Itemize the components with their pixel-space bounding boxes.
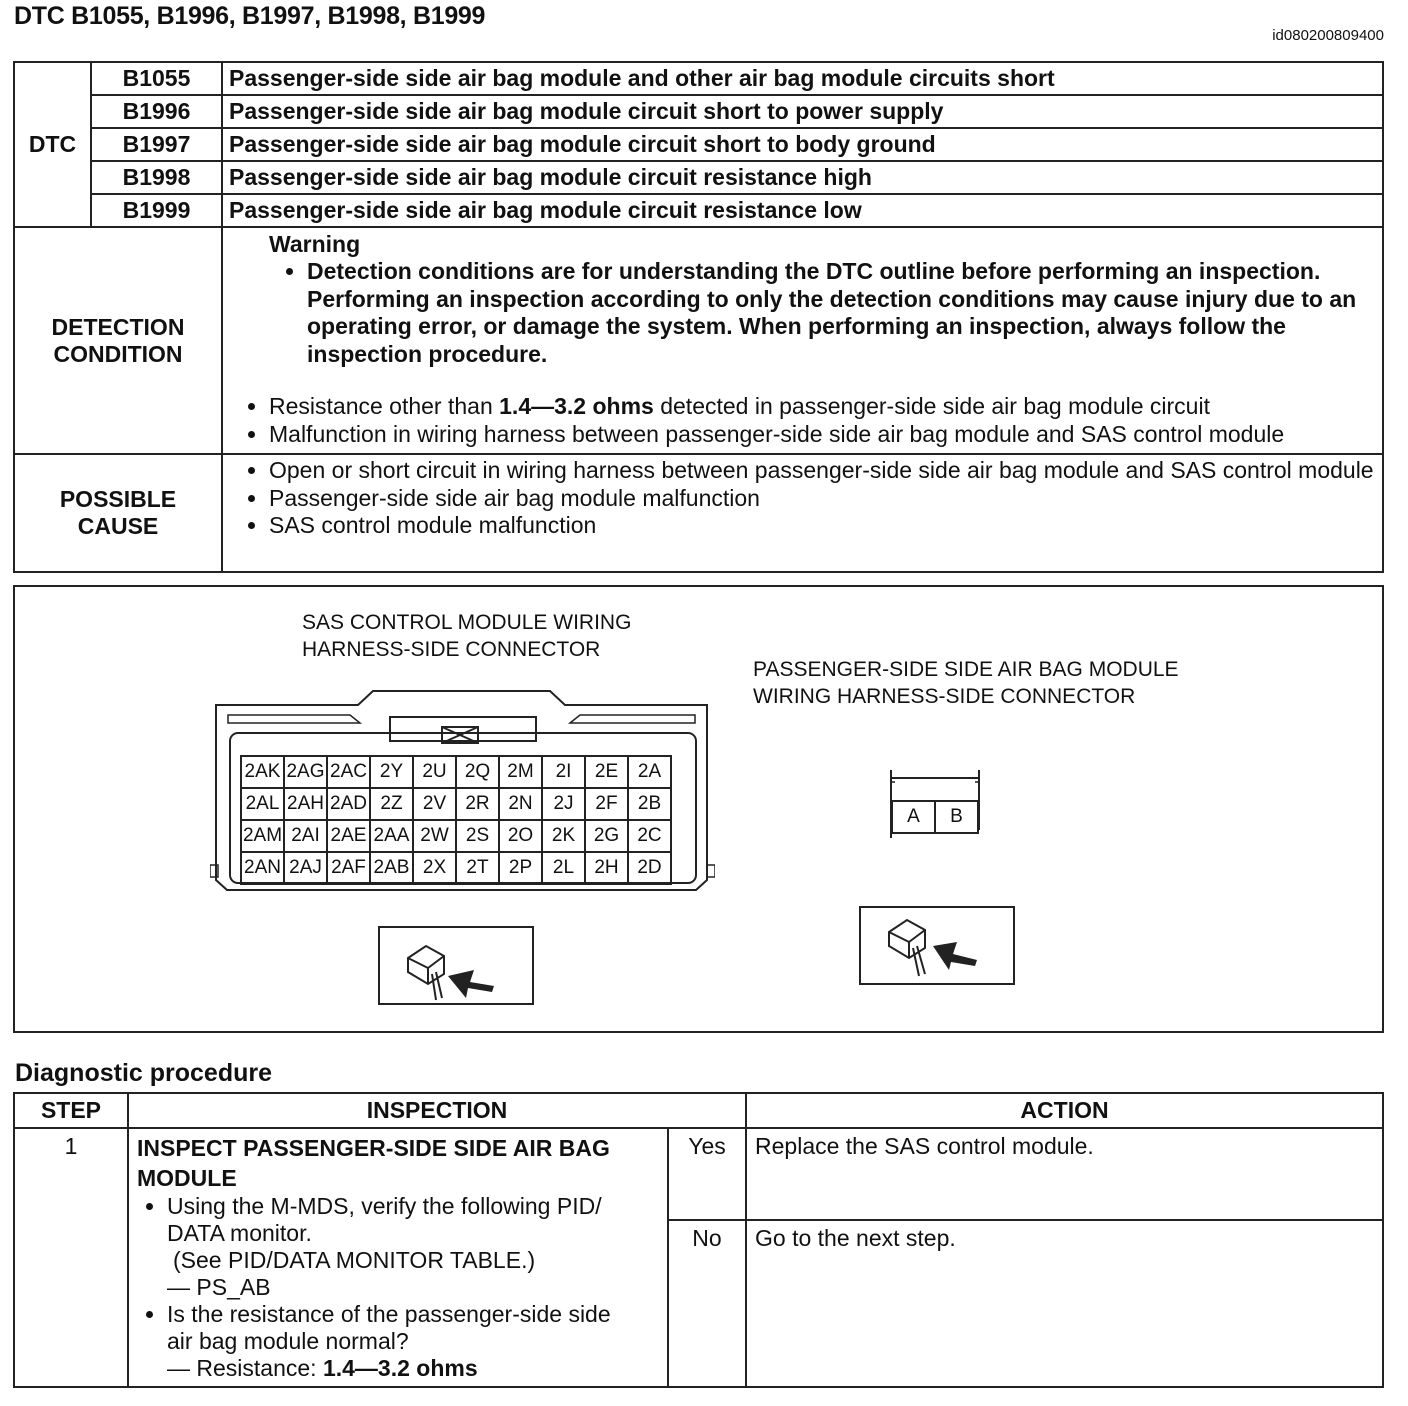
- pin: 2Y: [370, 756, 413, 788]
- text: • Is the resistance of the passenger-side side: [167, 1301, 611, 1327]
- pin: 2L: [542, 852, 585, 884]
- pin: 2B: [628, 788, 671, 820]
- pin: 2AF: [327, 852, 370, 884]
- pin: A: [892, 801, 935, 833]
- inspection-header: INSPECTION: [128, 1093, 746, 1128]
- pin: 2AN: [241, 852, 284, 884]
- pin: 2U: [413, 756, 456, 788]
- cause-item: • Open or short circuit in wiring harness between passenger-side side air bag module and SAS control module: [269, 457, 1374, 485]
- pin: 2Z: [370, 788, 413, 820]
- caption-line: HARNESS-SIDE CONNECTOR: [302, 638, 601, 661]
- dtc-code: B1996: [91, 95, 222, 128]
- dtc-row: [14, 95, 1383, 128]
- yes-action: Replace the SAS control module.: [746, 1128, 1383, 1220]
- pin: 2F: [585, 788, 628, 820]
- text: — PS_AB: [167, 1274, 271, 1300]
- detection-list: [229, 393, 1374, 448]
- pin: 2P: [499, 852, 542, 884]
- pin: 2V: [413, 788, 456, 820]
- pin: 2Q: [456, 756, 499, 788]
- dtc-description: Passenger-side side air bag module circuit resistance low: [222, 194, 1383, 227]
- text: detected in passenger-side side air bag module circuit: [653, 393, 1210, 419]
- pin: 2W: [413, 820, 456, 852]
- pin: 2J: [542, 788, 585, 820]
- pin-row: [241, 756, 671, 788]
- step-header: STEP: [14, 1093, 128, 1128]
- inspection-cell: [128, 1128, 668, 1387]
- dtc-code: B1997: [91, 128, 222, 161]
- detection-condition-label: [14, 227, 222, 454]
- dtc-code: B1055: [91, 62, 222, 95]
- header-row: [14, 1093, 1383, 1128]
- label-line: CONDITION: [53, 340, 183, 367]
- no-label: No: [668, 1220, 746, 1387]
- pin: 2N: [499, 788, 542, 820]
- detection-item: [269, 393, 1374, 421]
- pin: 2AM: [241, 820, 284, 852]
- text: [167, 1355, 659, 1382]
- pin: 2R: [456, 788, 499, 820]
- caption-line: WIRING HARNESS-SIDE CONNECTOR: [753, 685, 1136, 708]
- possible-cause-label: [14, 454, 222, 572]
- warning-text: • Detection conditions are for understanding the DTC outline before performing an inspection. Performing an inspection according to only the detection conditions may cause injury due to an operating error, or damage the system. When performing an inspection, always follow the inspection procedure.: [307, 258, 1374, 368]
- inspection-list: [137, 1193, 659, 1382]
- resistance-value: 1.4—3.2 ohms: [322, 1355, 478, 1381]
- text: (See PID/DATA MONITOR TABLE.): [173, 1247, 536, 1273]
- pin: 2K: [542, 820, 585, 852]
- dtc-description: Passenger-side side air bag module circuit short to body ground: [222, 128, 1383, 161]
- dtc-description: Passenger-side side air bag module and other air bag module circuits short: [222, 62, 1383, 95]
- label-line: DETECTION: [51, 313, 185, 340]
- pin: 2O: [499, 820, 542, 852]
- action-header: ACTION: [746, 1093, 1383, 1128]
- warning-list: [229, 258, 1374, 368]
- warning-title: Warning: [269, 231, 361, 257]
- pin: 2E: [585, 756, 628, 788]
- sas-pin-grid: [240, 755, 672, 885]
- pin: 2AE: [327, 820, 370, 852]
- procedure-title: Diagnostic procedure: [15, 1059, 272, 1087]
- text: • Using the M-MDS, verify the following PID/: [167, 1193, 602, 1219]
- pin: 2AH: [284, 788, 327, 820]
- pin: 2X: [413, 852, 456, 884]
- pin: 2AK: [241, 756, 284, 788]
- pin: 2G: [585, 820, 628, 852]
- page-title: DTC B1055, B1996, B1997, B1998, B1999: [14, 2, 486, 30]
- dtc-row: [14, 194, 1383, 227]
- pin: B: [935, 801, 978, 833]
- ps-pin-grid: [891, 800, 979, 834]
- step-row: [14, 1128, 1383, 1220]
- pin: 2AB: [370, 852, 413, 884]
- document-id: id080200809400: [1272, 27, 1384, 44]
- inspection-item: [167, 1301, 659, 1382]
- ps-connector-caption: [753, 656, 1179, 710]
- pin-row: [892, 801, 978, 833]
- inspection-title: INSPECT PASSENGER-SIDE SIDE AIR BAG MODULE: [137, 1135, 610, 1191]
- pin: 2I: [542, 756, 585, 788]
- dtc-row: [14, 62, 1383, 95]
- pin: 2T: [456, 852, 499, 884]
- pin: 2AA: [370, 820, 413, 852]
- pin-row: [241, 820, 671, 852]
- label-line: CAUSE: [77, 513, 159, 539]
- dtc-table: [13, 61, 1384, 573]
- probe-back-insertion-icon: [378, 926, 534, 1005]
- caption-line: SAS CONTROL MODULE WIRING: [302, 611, 632, 634]
- possible-cause-row: [14, 454, 1383, 572]
- detection-item: • Malfunction in wiring harness between passenger-side side air bag module and SAS control module: [269, 421, 1374, 449]
- cause-item: • Passenger-side side air bag module malfunction: [269, 485, 1374, 513]
- pin: 2S: [456, 820, 499, 852]
- pin: 2AJ: [284, 852, 327, 884]
- caption-line: PASSENGER-SIDE SIDE AIR BAG MODULE: [753, 658, 1179, 681]
- pin: 2C: [628, 820, 671, 852]
- detection-condition-row: [14, 227, 1383, 454]
- step-number: 1: [14, 1128, 128, 1387]
- dtc-description: Passenger-side side air bag module circuit short to power supply: [222, 95, 1383, 128]
- probe-back-insertion-icon: [859, 906, 1015, 985]
- text: Resistance other than: [269, 393, 500, 419]
- pin: 2AD: [327, 788, 370, 820]
- procedure-table: [13, 1092, 1384, 1388]
- pin-row: [241, 788, 671, 820]
- sas-connector-caption: [302, 609, 631, 663]
- text: air bag module normal?: [167, 1328, 409, 1354]
- text: — Resistance:: [167, 1355, 323, 1381]
- dtc-row: [14, 128, 1383, 161]
- detection-condition-content: [222, 227, 1383, 454]
- dtc-row: [14, 161, 1383, 194]
- no-action: Go to the next step.: [746, 1220, 1383, 1387]
- inspection-item: [167, 1193, 659, 1301]
- cause-list: [229, 457, 1374, 540]
- pin: 2AG: [284, 756, 327, 788]
- resistance-value: 1.4—3.2 ohms: [499, 393, 654, 419]
- dtc-description: Passenger-side side air bag module circuit resistance high: [222, 161, 1383, 194]
- pin: 2M: [499, 756, 542, 788]
- pin: 2AL: [241, 788, 284, 820]
- pin-row: [241, 852, 671, 884]
- pin: 2A: [628, 756, 671, 788]
- possible-cause-content: [222, 454, 1383, 572]
- dtc-code: B1999: [91, 194, 222, 227]
- yes-label: Yes: [668, 1128, 746, 1220]
- pin: 2AC: [327, 756, 370, 788]
- pin: 2D: [628, 852, 671, 884]
- dtc-code: B1998: [91, 161, 222, 194]
- pin: 2AI: [284, 820, 327, 852]
- label-line: POSSIBLE: [59, 486, 177, 512]
- cause-item: • SAS control module malfunction: [269, 512, 1374, 540]
- dtc-label: DTC: [14, 62, 91, 227]
- pin: 2H: [585, 852, 628, 884]
- text: DATA monitor.: [167, 1220, 312, 1246]
